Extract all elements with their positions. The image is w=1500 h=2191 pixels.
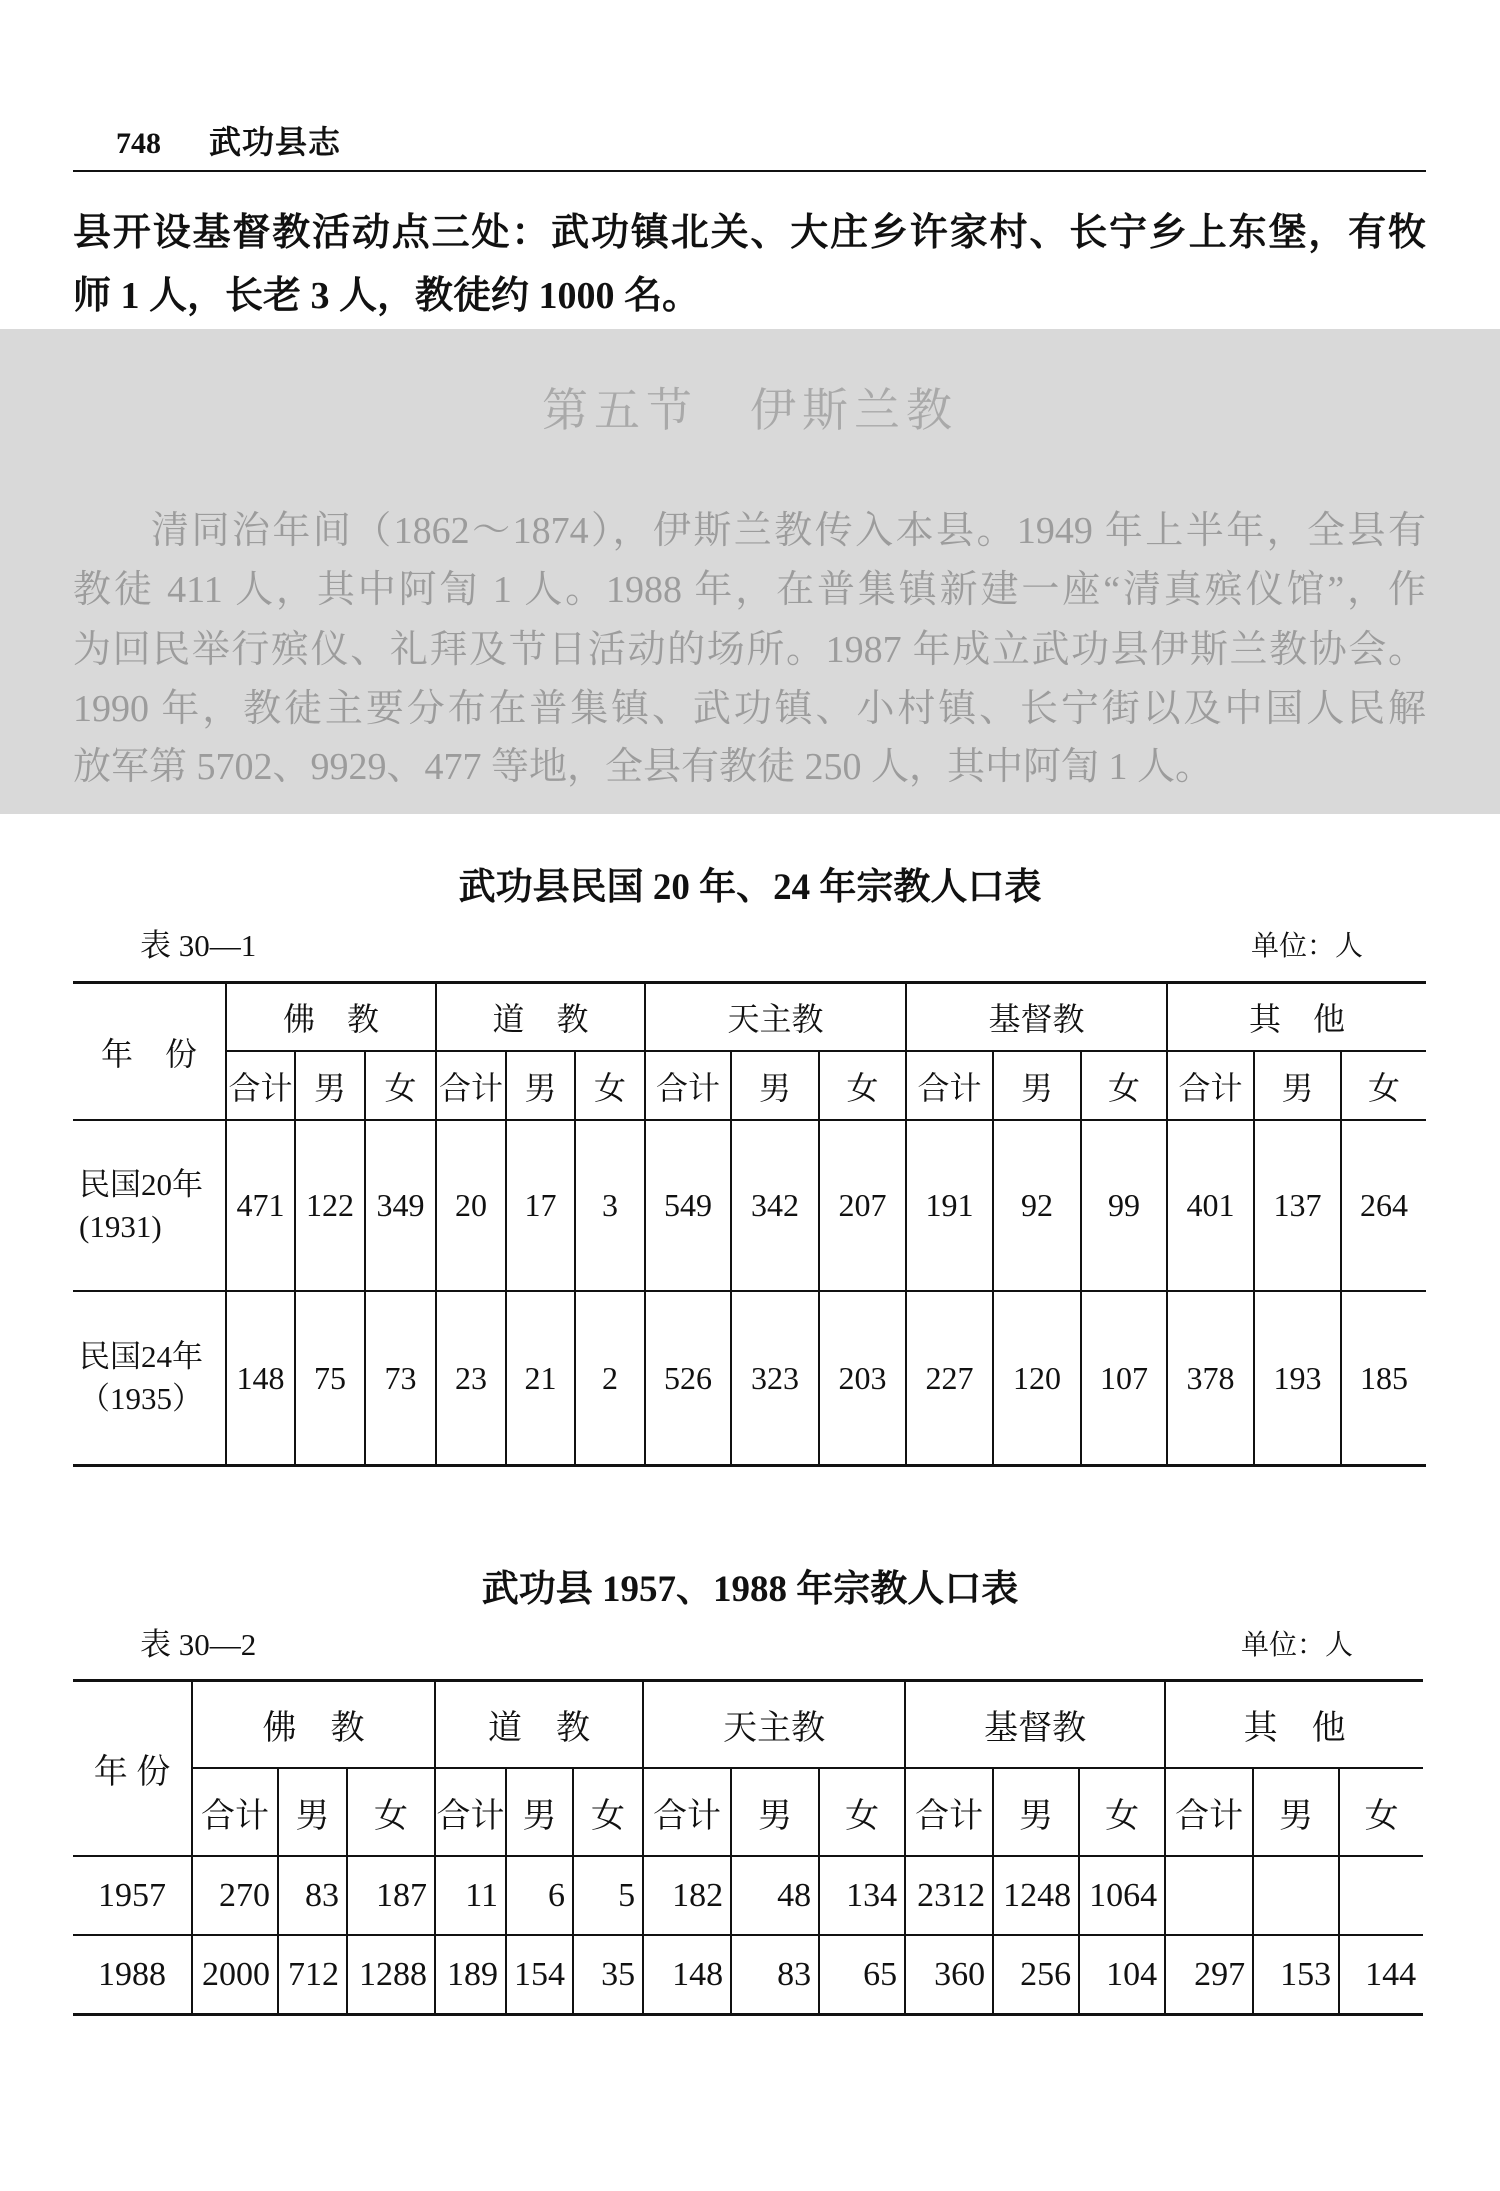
- group-header-catholicism: 天主教: [643, 1681, 905, 1769]
- cell-catholicism-female: 207: [819, 1120, 906, 1291]
- subheader-male: 男: [506, 1051, 575, 1120]
- section-line: 放军第 5702、9929、477 等地，全县有教徒 250 人，其中阿訇 1 人。: [73, 746, 1214, 788]
- running-header: [116, 122, 341, 162]
- table-number: 表 30—2: [140, 1627, 257, 1662]
- cell-other-male: 137: [1254, 1120, 1341, 1291]
- cell-protestantism-male: 1248: [993, 1856, 1079, 1935]
- section-line: 1990 年，教徒主要分布在普集镇、武功镇、小村镇、长宁街以及中国人民解: [73, 688, 1426, 730]
- cell-buddhism-male: 712: [278, 1935, 347, 2015]
- year-label: 民国24年: [79, 1339, 203, 1374]
- group-header-other: 其 他: [1165, 1681, 1423, 1769]
- subheader-female: 女: [365, 1051, 436, 1120]
- paragraph-line: 县开设基督教活动点三处：武功镇北关、大庄乡许家村、长宁乡上东堡，有牧: [73, 212, 1426, 254]
- cell-buddhism-total: 471: [226, 1120, 295, 1291]
- cell-protestantism-female: 107: [1081, 1291, 1167, 1466]
- subheader-female: 女: [1081, 1051, 1167, 1120]
- cell-other-female: [1339, 1856, 1423, 1935]
- cell-catholicism-female: 134: [819, 1856, 905, 1935]
- header-row-subheaders: [73, 1768, 1423, 1856]
- subheader-female: 女: [347, 1768, 435, 1856]
- section-line: 教徒 411 人，其中阿訇 1 人。1988 年，在普集镇新建一座“清真殡仪馆”，作: [73, 569, 1426, 611]
- subheader-total: 合计: [192, 1768, 278, 1856]
- year-cell: [73, 1120, 226, 1291]
- subheader-male: 男: [1253, 1768, 1339, 1856]
- section-line: 清同治年间（1862～1874），伊斯兰教传入本县。1949 年上半年，全县有: [151, 510, 1426, 552]
- header-row-subheaders: [73, 1051, 1426, 1120]
- header-row-groups: [73, 983, 1426, 1052]
- cell-taoism-total: 20: [436, 1120, 506, 1291]
- cell-catholicism-male: 323: [731, 1291, 819, 1466]
- cell-taoism-female: 5: [573, 1856, 643, 1935]
- cell-taoism-total: 11: [435, 1856, 506, 1935]
- subheader-female: 女: [573, 1768, 643, 1856]
- cell-other-total: 378: [1167, 1291, 1254, 1466]
- table-row: [73, 1935, 1423, 2015]
- subheader-male: 男: [731, 1051, 819, 1120]
- cell-other-male: 153: [1253, 1935, 1339, 2015]
- table-unit: 单位：人: [1241, 1630, 1354, 1661]
- subheader-female: 女: [819, 1051, 906, 1120]
- cell-catholicism-female: 203: [819, 1291, 906, 1466]
- cell-other-total: [1165, 1856, 1253, 1935]
- subheader-female: 女: [1079, 1768, 1165, 1856]
- year-cell: [73, 1291, 226, 1466]
- cell-other-total: 401: [1167, 1120, 1254, 1291]
- cell-catholicism-female: 65: [819, 1935, 905, 2015]
- cell-other-male: 193: [1254, 1291, 1341, 1466]
- cell-other-female: 144: [1339, 1935, 1423, 2015]
- cell-other-female: 264: [1341, 1120, 1426, 1291]
- cell-buddhism-female: 73: [365, 1291, 436, 1466]
- subheader-total: 合计: [1165, 1768, 1253, 1856]
- cell-catholicism-total: 549: [645, 1120, 731, 1291]
- table-unit: 单位：人: [1251, 931, 1364, 962]
- section-line: 为回民举行殡仪、礼拜及节日活动的场所。1987 年成立武功县伊斯兰教协会。: [73, 629, 1426, 671]
- cell-buddhism-male: 83: [278, 1856, 347, 1935]
- year-header: 年 份: [73, 983, 226, 1121]
- subheader-total: 合计: [1167, 1051, 1254, 1120]
- table-row: [73, 1120, 1426, 1291]
- cell-protestantism-female: 99: [1081, 1120, 1167, 1291]
- group-header-buddhism: 佛 教: [192, 1681, 435, 1769]
- subheader-male: 男: [993, 1768, 1079, 1856]
- cell-catholicism-male: 342: [731, 1120, 819, 1291]
- subheader-male: 男: [731, 1768, 819, 1856]
- cell-protestantism-male: 92: [993, 1120, 1081, 1291]
- cell-buddhism-female: 1288: [347, 1935, 435, 2015]
- year-header: 年 份: [73, 1681, 192, 1857]
- cell-taoism-female: 35: [573, 1935, 643, 2015]
- header-row-groups: [73, 1681, 1423, 1769]
- cell-buddhism-female: 187: [347, 1856, 435, 1935]
- cell-buddhism-male: 75: [295, 1291, 365, 1466]
- subheader-total: 合计: [645, 1051, 731, 1120]
- cell-catholicism-male: 83: [731, 1935, 819, 2015]
- year-label: 民国20年: [79, 1166, 203, 1202]
- group-header-buddhism: 佛 教: [226, 983, 436, 1052]
- cell-taoism-male: 6: [506, 1856, 573, 1935]
- group-header-protestantism: 基督教: [905, 1681, 1165, 1769]
- cell-taoism-male: 154: [506, 1935, 573, 2015]
- cell-buddhism-total: 270: [192, 1856, 278, 1935]
- cell-buddhism-female: 349: [365, 1120, 436, 1291]
- year-cell: 1957: [73, 1856, 192, 1935]
- table-number: 表 30—1: [140, 928, 257, 963]
- subheader-male: 男: [506, 1768, 573, 1856]
- subheader-total: 合计: [436, 1051, 506, 1120]
- subheader-male: 男: [278, 1768, 347, 1856]
- cell-protestantism-male: 256: [993, 1935, 1079, 2015]
- section-title: 第五节 伊斯兰教: [542, 385, 958, 436]
- table-title: 武功县民国 20 年、24 年宗教人口表: [458, 867, 1042, 908]
- subheader-total: 合计: [435, 1768, 506, 1856]
- cell-taoism-total: 23: [436, 1291, 506, 1466]
- table-row: [73, 1856, 1423, 1935]
- cell-protestantism-total: 227: [906, 1291, 993, 1466]
- header-rule: [73, 170, 1426, 172]
- table-title: 武功县 1957、1988 年宗教人口表: [481, 1569, 1019, 1610]
- year-gregorian: (1931): [79, 1208, 162, 1244]
- subheader-female: 女: [1339, 1768, 1423, 1856]
- year-gregorian: （1935）: [79, 1381, 203, 1416]
- religious-population-table-1931-1935: [73, 981, 1426, 1467]
- subheader-female: 女: [575, 1051, 645, 1120]
- table-row: [73, 1291, 1426, 1466]
- subheader-total: 合计: [906, 1051, 993, 1120]
- cell-protestantism-total: 191: [906, 1120, 993, 1291]
- cell-catholicism-male: 48: [731, 1856, 819, 1935]
- cell-taoism-female: 2: [575, 1291, 645, 1466]
- subheader-female: 女: [819, 1768, 905, 1856]
- subheader-total: 合计: [643, 1768, 731, 1856]
- running-title: 武功县志: [209, 124, 342, 160]
- subheader-male: 男: [1254, 1051, 1341, 1120]
- cell-protestantism-total: 2312: [905, 1856, 993, 1935]
- cell-catholicism-total: 182: [643, 1856, 731, 1935]
- year-cell: 1988: [73, 1935, 192, 2015]
- paragraph-line: 师 1 人，长老 3 人，教徒约 1000 名。: [73, 275, 701, 317]
- cell-buddhism-male: 122: [295, 1120, 365, 1291]
- group-header-taoism: 道 教: [435, 1681, 643, 1769]
- cell-other-female: 185: [1341, 1291, 1426, 1466]
- subheader-male: 男: [295, 1051, 365, 1120]
- cell-taoism-female: 3: [575, 1120, 645, 1291]
- group-header-taoism: 道 教: [436, 983, 645, 1052]
- cell-other-male: [1253, 1856, 1339, 1935]
- cell-catholicism-total: 526: [645, 1291, 731, 1466]
- cell-taoism-male: 21: [506, 1291, 575, 1466]
- cell-buddhism-total: 2000: [192, 1935, 278, 2015]
- cell-taoism-total: 189: [435, 1935, 506, 2015]
- group-header-other: 其 他: [1167, 983, 1426, 1052]
- subheader-total: 合计: [905, 1768, 993, 1856]
- subheader-female: 女: [1341, 1051, 1426, 1120]
- cell-protestantism-male: 120: [993, 1291, 1081, 1466]
- subheader-total: 合计: [226, 1051, 295, 1120]
- group-header-catholicism: 天主教: [645, 983, 906, 1052]
- cell-buddhism-total: 148: [226, 1291, 295, 1466]
- subheader-male: 男: [993, 1051, 1081, 1120]
- cell-protestantism-female: 1064: [1079, 1856, 1165, 1935]
- page-number: 748: [116, 127, 161, 160]
- group-header-protestantism: 基督教: [906, 983, 1167, 1052]
- section-box: [0, 329, 1500, 814]
- religious-population-table-1957-1988: [73, 1679, 1423, 2016]
- cell-protestantism-female: 104: [1079, 1935, 1165, 2015]
- cell-catholicism-total: 148: [643, 1935, 731, 2015]
- cell-protestantism-total: 360: [905, 1935, 993, 2015]
- cell-taoism-male: 17: [506, 1120, 575, 1291]
- cell-other-total: 297: [1165, 1935, 1253, 2015]
